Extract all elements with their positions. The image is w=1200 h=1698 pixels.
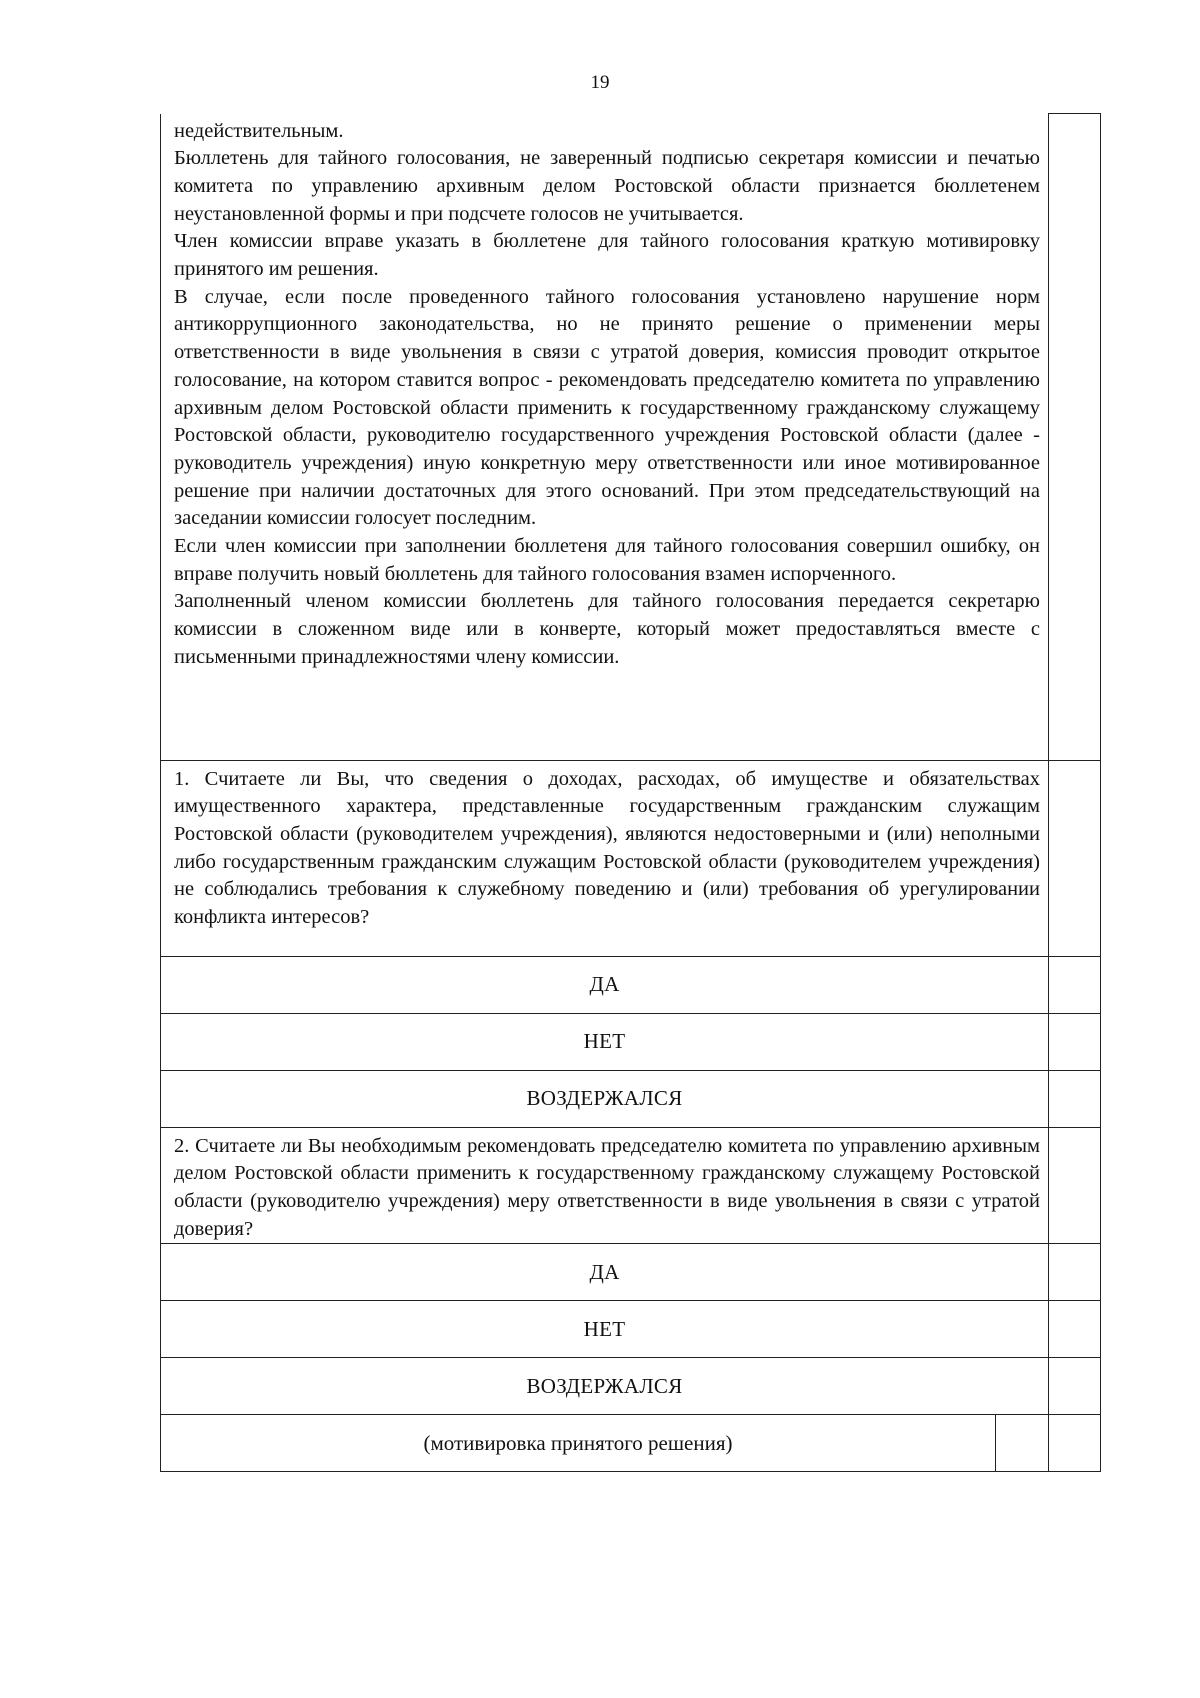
- answer-abstain-checkbox[interactable]: [1049, 1070, 1101, 1127]
- mark-box[interactable]: [1049, 760, 1101, 956]
- mark-box[interactable]: [1049, 114, 1101, 761]
- answer-no-checkbox[interactable]: [1049, 1301, 1101, 1358]
- motivation-cell: [161, 1415, 1049, 1472]
- answer-no-checkbox[interactable]: [1049, 1013, 1101, 1070]
- intro-paragraph: Бюллетень для тайного голосования, не заверенный подписью секретаря комиссии и печатью комитета по управлению архивным делом Ростовской области признается бюллетенем неустановленной формы и при подсчете голосов не учитывается.: [174, 147, 1040, 225]
- answer-yes-checkbox[interactable]: [1049, 1244, 1101, 1301]
- answer-yes-cell: [161, 956, 1049, 1013]
- answer-row: [161, 956, 1101, 1013]
- answer-row: [161, 1301, 1101, 1358]
- answer-abstain-checkbox[interactable]: [1049, 1358, 1101, 1415]
- intro-paragraph: Член комиссии вправе указать в бюллетене для тайного голосования краткую мотивировку принятого им решения.: [174, 230, 1040, 281]
- motivation-input-box[interactable]: [996, 1415, 1048, 1471]
- question-2-text: 2. Считаете ли Вы необходимым рекомендовать председателю комитета по управлению архивным делом Ростовской области применить к государственному гражданскому служащему Ростовской области (руководителю учреждения) меру ответственности в виде увольнения в связи с утратой доверия?: [174, 1134, 1040, 1240]
- intro-paragraph: Заполненный членом комиссии бюллетень для тайного голосования передается секретарю комиссии в сложенном виде или в конверте, который может предоставляться вместе с письменными принадлежностями члену комиссии.: [174, 590, 1040, 668]
- answer-label: ДА: [589, 972, 620, 996]
- answer-row: [161, 1070, 1101, 1127]
- answer-row: [161, 1358, 1101, 1415]
- intro-text-cell: [161, 114, 1049, 761]
- intro-paragraph: недействительным.: [174, 119, 344, 142]
- question-1-row: [161, 760, 1101, 956]
- answer-no-cell: [161, 1301, 1049, 1358]
- answer-abstain-cell: [161, 1070, 1049, 1127]
- answer-no-cell: [161, 1013, 1049, 1070]
- answer-row: [161, 1244, 1101, 1301]
- mark-box[interactable]: [1049, 1127, 1101, 1244]
- answer-label: ДА: [589, 1259, 620, 1284]
- answer-label: НЕТ: [583, 1316, 626, 1341]
- answer-abstain-cell: [161, 1358, 1049, 1415]
- question-2-cell: [161, 1127, 1049, 1244]
- answer-label: ВОЗДЕРЖАЛСЯ: [526, 1086, 683, 1110]
- mark-box[interactable]: [1049, 1415, 1101, 1472]
- intro-row: [161, 114, 1101, 761]
- answer-yes-cell: [161, 1244, 1049, 1301]
- motivation-label: (мотивировка принятого решения): [161, 1415, 996, 1471]
- answer-yes-checkbox[interactable]: [1049, 956, 1101, 1013]
- answer-label: ВОЗДЕРЖАЛСЯ: [526, 1373, 683, 1398]
- answer-label: НЕТ: [583, 1029, 626, 1053]
- question-2-row: [161, 1127, 1101, 1244]
- page-number: 19: [590, 72, 610, 93]
- ballot-table: [160, 113, 1101, 1472]
- question-1-text: 1. Считаете ли Вы, что сведения о доходах, расходах, об имуществе и обязательствах имущественного характера, представленные государственным гражданским служащим Ростовской области (руководителем учреждения), являются недостоверными и (или) неполными либо государственным гражданским служащим Ростовской области (руководителем учреждения) не соблюдались требования к служебному поведению и (или) требования об урегулировании конфликта интересов?: [174, 767, 1040, 929]
- question-1-cell: [161, 760, 1049, 956]
- motivation-row: [161, 1415, 1101, 1472]
- intro-paragraph: В случае, если после проведенного тайного голосования установлено нарушение норм антикоррупционного законодательства, но не принято решение о применении меры ответственности в виде увольнения в связи с утратой доверия, комиссия проводит открытое голосование, на котором ставится вопрос - рекомендовать председателю комитета по управлению архивным делом Ростовской области применить к государственному гражданскому служащему Ростовской области, руководителю государственного учреждения Ростовской области (далее - руководитель учреждения) иную конкретную меру ответственности или иное мотивированное решение при наличии достаточных для этого оснований. При этом председательствующий на заседании комиссии голосует последним.: [174, 285, 1040, 530]
- answer-row: [161, 1013, 1101, 1070]
- intro-paragraph: Если член комиссии при заполнении бюллетеня для тайного голосования совершил ошибку, он вправе получить новый бюллетень для тайного голосования взамен испорченного.: [174, 535, 1040, 585]
